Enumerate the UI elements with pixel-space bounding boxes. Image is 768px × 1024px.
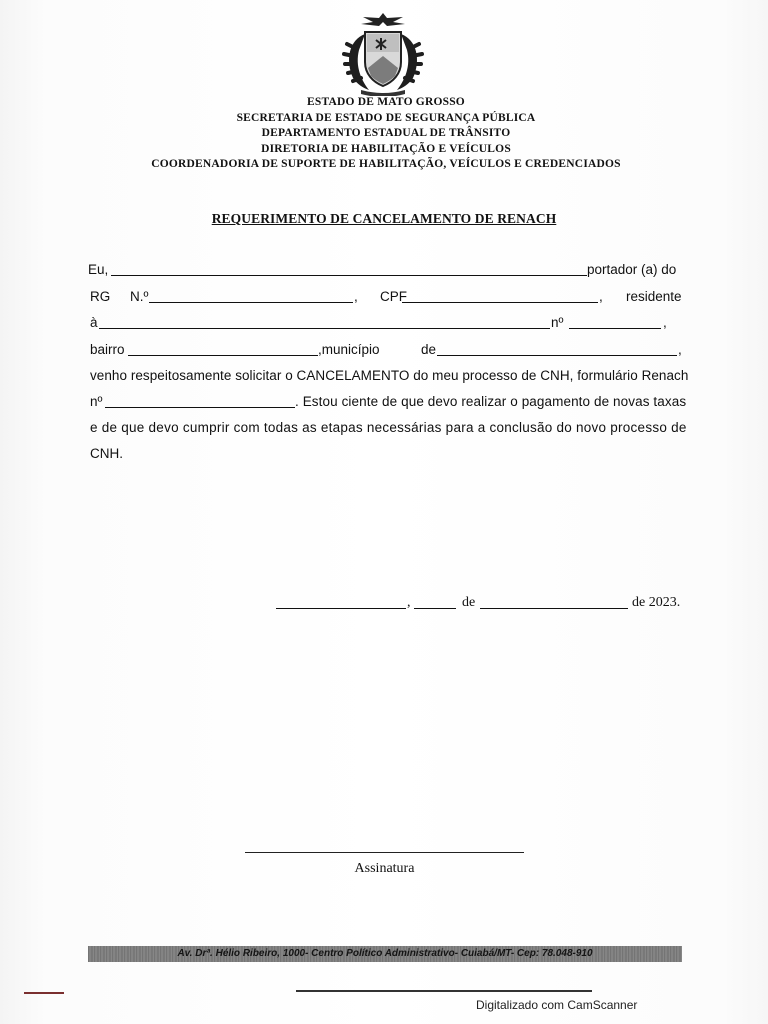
name-field[interactable] — [111, 275, 587, 276]
label-numero: nº — [551, 315, 564, 330]
request-text-line-5: venho respeitosamente solicitar o CANCELAMENTO do meu processo de CNH, formulário Renach — [90, 368, 689, 383]
header-line-directorate: DIRETORIA DE HABILITAÇÃO E VEÍCULOS — [261, 142, 511, 155]
renach-field[interactable] — [105, 407, 295, 408]
request-text-line-8: CNH. — [90, 446, 123, 461]
number-field[interactable] — [569, 328, 661, 329]
header-line-department: DEPARTAMENTO ESTADUAL DE TRÂNSITO — [261, 127, 511, 139]
cpf-field[interactable] — [402, 302, 598, 303]
scan-edge-mark — [24, 992, 64, 994]
label-residente: residente — [626, 289, 682, 304]
institution-header — [100, 95, 672, 173]
label-de: de — [421, 342, 437, 357]
label-rg-number: N.º — [130, 289, 149, 304]
comma: , — [663, 315, 667, 330]
address-field[interactable] — [99, 328, 550, 329]
request-text-line-7: e de que devo cumprir com todas as etapas necessárias para a conclusão do novo processo de — [90, 420, 687, 435]
label-eu: Eu, — [88, 262, 109, 277]
label-rg: RG — [90, 289, 111, 304]
signature-field[interactable] — [245, 852, 524, 853]
label-year: de 2023. — [632, 595, 681, 610]
label-renach-number: nº — [90, 394, 103, 409]
header-line-coordination: COORDENADORIA DE SUPORTE DE HABILITAÇÃO, VEÍCULOS E CREDENCIADOS — [151, 158, 621, 170]
label-portador: portador (a) do — [587, 262, 677, 277]
month-field[interactable] — [480, 608, 628, 609]
rg-field[interactable] — [149, 302, 353, 303]
label-bairro: bairro — [90, 342, 125, 357]
header-line-secretariat: SECRETARIA DE ESTADO DE SEGURANÇA PÚBLICA — [236, 111, 536, 124]
label-municipio: ,município — [318, 342, 380, 357]
city-field[interactable] — [437, 355, 677, 356]
comma: , — [407, 595, 411, 610]
header-line-state: ESTADO DE MATO GROSSO — [307, 96, 465, 108]
place-field[interactable] — [276, 608, 406, 609]
signature-label: Assinatura — [354, 861, 415, 876]
camscanner-watermark: Digitalizado com CamScanner — [476, 998, 638, 1012]
neighborhood-field[interactable] — [128, 355, 318, 356]
request-text-line-6: . Estou ciente de que devo realizar o pagamento de novas taxas — [295, 394, 687, 409]
label-date-de: de — [462, 595, 476, 610]
footer-address: Av. Drª. Hélio Ribeiro, 1000- Centro Político Administrativo- Cuiabá/MT- Cep: 78.048-910 — [177, 948, 593, 959]
label-cpf: CPF — [380, 289, 407, 304]
scan-edge-mark — [296, 990, 592, 992]
label-a: à — [90, 315, 98, 330]
day-field[interactable] — [414, 608, 456, 609]
comma: , — [354, 289, 358, 304]
coat-of-arms-icon — [335, 10, 431, 96]
comma: , — [599, 289, 603, 304]
document-title: REQUERIMENTO DE CANCELAMENTO DE RENACH — [211, 211, 557, 226]
comma: , — [678, 342, 682, 357]
